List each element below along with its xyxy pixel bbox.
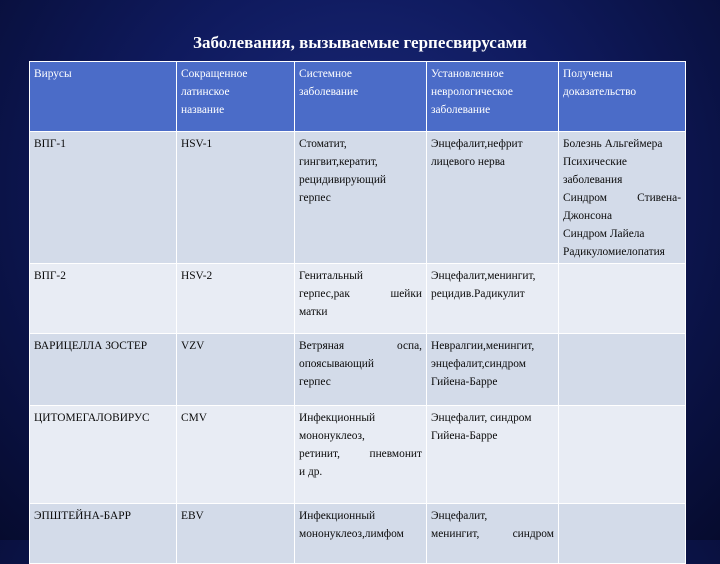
systemic-disease: Инфекционный мононуклеоз, ретинит, пневмонит и др. [295, 406, 427, 504]
virus-name: ЦИТОМЕГАЛОВИРУС [30, 406, 177, 504]
virus-name: ЭПШТЕЙНА-БАРР [30, 504, 177, 564]
evidence [559, 264, 686, 334]
systemic-disease: Ветряная оспа, опоясывающий герпес [295, 334, 427, 406]
neurological-disease: Энцефалит, менингит, синдром [427, 504, 559, 564]
evidence [559, 406, 686, 504]
slide-title: Заболевания, вызываемые герпесвирусами [193, 33, 527, 52]
header-evidence: Получены доказательство [559, 62, 686, 132]
header-neurological-disease: Установленное неврологическое заболевание [427, 62, 559, 132]
neurological-disease: Энцефалит,менингит, рецидив.Радикулит [427, 264, 559, 334]
header-systemic-disease: Системное заболевание [295, 62, 427, 132]
virus-abbreviation: CMV [177, 406, 295, 504]
virus-abbreviation: HSV-1 [177, 132, 295, 264]
virus-abbreviation: HSV-2 [177, 264, 295, 334]
evidence [559, 334, 686, 406]
herpesvirus-table [29, 61, 686, 564]
evidence: Болезнь Альгеймера Психические заболевания Синдром Стивена- Джонсона Синдром Лайела Радикуломиелопатия [559, 132, 686, 264]
systemic-disease: Стоматит, гингвит,кератит, рецидивирующий герпес [295, 132, 427, 264]
virus-abbreviation: VZV [177, 334, 295, 406]
header-abbreviation: Сокращенное латинское название [177, 62, 295, 132]
neurological-disease: Энцефалит,нефрит лицевого нерва [427, 132, 559, 264]
header-viruses: Вирусы [30, 62, 177, 132]
neurological-disease: Невралгии,менингит, энцефалит,синдром Гийена-Барре [427, 334, 559, 406]
virus-name: ВПГ-2 [30, 264, 177, 334]
systemic-disease: Генитальный герпес,рак шейки матки [295, 264, 427, 334]
table-row [30, 132, 686, 264]
table-row [30, 406, 686, 504]
evidence [559, 504, 686, 564]
systemic-disease: Инфекционный мононуклеоз,лимфом [295, 504, 427, 564]
table-row [30, 264, 686, 334]
table-row [30, 334, 686, 406]
table-header-row [30, 62, 686, 132]
neurological-disease: Энцефалит, синдром Гийена-Барре [427, 406, 559, 504]
virus-name: ВАРИЦЕЛЛА ЗОСТЕР [30, 334, 177, 406]
virus-name: ВПГ-1 [30, 132, 177, 264]
table-row [30, 504, 686, 564]
virus-abbreviation: EBV [177, 504, 295, 564]
